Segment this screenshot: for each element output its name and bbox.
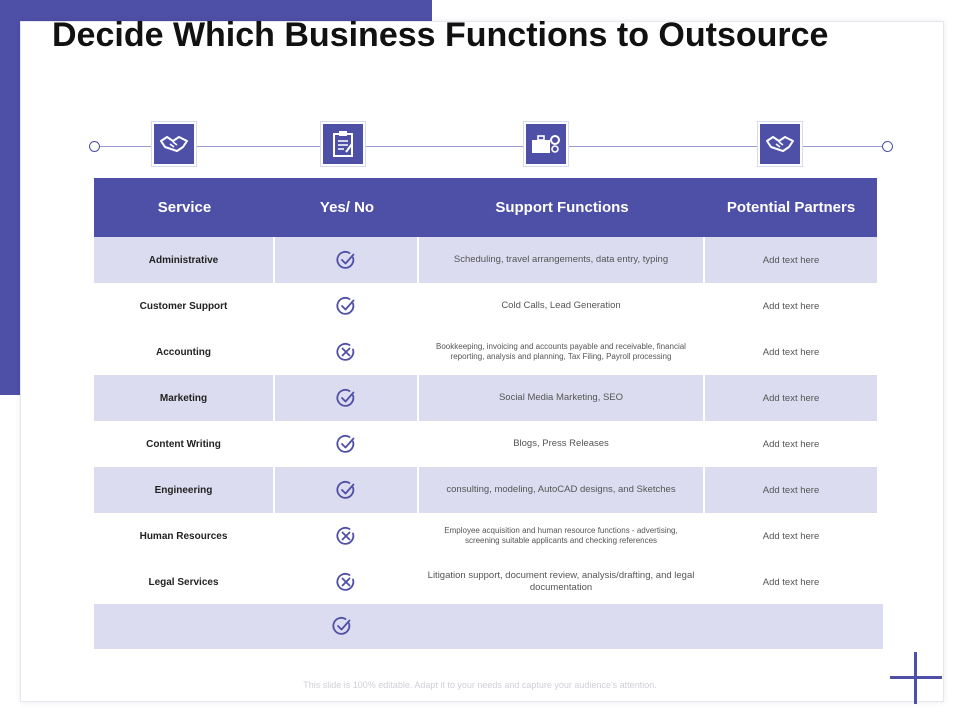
- cross-icon: [336, 342, 356, 362]
- cell-potential-partners: Add text here: [762, 576, 820, 588]
- cell-yes-no: [275, 513, 419, 559]
- cell-yes-no: [275, 559, 419, 605]
- status-icon: [332, 616, 352, 641]
- cell-support-functions: Employee acquisition and human resource functions - advertising, screening suitable applicants and checking references: [419, 513, 705, 559]
- cell-support-functions: Social Media Marketing, SEO: [419, 375, 705, 421]
- cell-potential-partners: Add text here: [705, 237, 877, 283]
- handshake-icon-tile-2: [757, 121, 803, 167]
- cell-service: Content Writing: [94, 421, 275, 467]
- table-row: [94, 559, 877, 605]
- timeline-node-start: [89, 141, 100, 152]
- cell-support-functions: Scheduling, travel arrangements, data entry, typing: [419, 237, 705, 283]
- cell-service: Engineering: [94, 467, 275, 513]
- cell-yes-no: [275, 467, 419, 513]
- table-row: [94, 375, 877, 421]
- check-icon: [336, 480, 356, 500]
- table-row: [94, 467, 877, 513]
- briefcase-gear-icon: [531, 133, 561, 155]
- table-row: [94, 513, 877, 559]
- handshake-icon: [765, 133, 795, 155]
- cell-potential-partners: Add text here: [762, 300, 820, 312]
- cell-yes-no: [275, 283, 419, 329]
- cell-service: Marketing: [94, 375, 275, 421]
- table-body: [94, 237, 877, 605]
- outsource-table: [94, 178, 877, 605]
- handshake-icon-tile: [151, 121, 197, 167]
- briefcase-gear-icon-tile: [523, 121, 569, 167]
- cell-support-functions: Blogs, Press Releases: [419, 421, 705, 467]
- clipboard-icon: [331, 130, 355, 158]
- footer-note: This slide is 100% editable. Adapt it to your needs and capture your audience's attention.: [303, 680, 657, 690]
- table-row: [94, 237, 877, 283]
- cell-potential-partners: Add text here: [762, 438, 820, 450]
- header-potential-partners: Potential Partners: [726, 199, 856, 216]
- handshake-icon: [159, 133, 189, 155]
- clipboard-icon-tile: [320, 121, 366, 167]
- check-icon: [336, 296, 356, 316]
- check-icon: [332, 616, 352, 636]
- cell-potential-partners: Add text here: [705, 467, 877, 513]
- slide-title: Decide Which Business Functions to Outsource: [52, 16, 829, 54]
- header-yes-no: Yes/ No: [319, 199, 375, 216]
- cell-potential-partners: Add text here: [762, 346, 820, 358]
- cell-yes-no: [275, 375, 419, 421]
- cell-service: Accounting: [94, 329, 275, 375]
- check-icon: [336, 434, 356, 454]
- cross-icon: [336, 526, 356, 546]
- cell-support-functions: Bookkeeping, invoicing and accounts payable and receivable, financial reporting, analysis and planning, Tax Filing, Payroll processing: [419, 329, 705, 375]
- check-icon: [336, 250, 356, 270]
- cell-potential-partners: Add text here: [705, 375, 877, 421]
- cell-service: Legal Services: [94, 559, 275, 605]
- cell-support-functions: Litigation support, document review, analysis/drafting, and legal documentation: [419, 559, 705, 605]
- cell-yes-no: [275, 237, 419, 283]
- plus-decoration-bar: [890, 676, 942, 679]
- header-service: Service: [157, 199, 212, 216]
- cell-service: Customer Support: [94, 283, 275, 329]
- cell-yes-no: [275, 329, 419, 375]
- cell-service: Administrative: [94, 237, 275, 283]
- cell-support-functions: Cold Calls, Lead Generation: [419, 283, 705, 329]
- table-row-extra: [94, 604, 883, 649]
- cell-support-functions: consulting, modeling, AutoCAD designs, and Sketches: [419, 467, 705, 513]
- table-row: [94, 329, 877, 375]
- cross-icon: [336, 572, 356, 592]
- table-header: [94, 178, 877, 237]
- cell-service: Human Resources: [94, 513, 275, 559]
- cell-potential-partners: Add text here: [762, 530, 820, 542]
- check-icon: [336, 388, 356, 408]
- table-row: [94, 283, 877, 329]
- cell-yes-no: [275, 421, 419, 467]
- table-row: [94, 421, 877, 467]
- timeline-node-end: [882, 141, 893, 152]
- header-support-functions: Support Functions: [495, 199, 629, 216]
